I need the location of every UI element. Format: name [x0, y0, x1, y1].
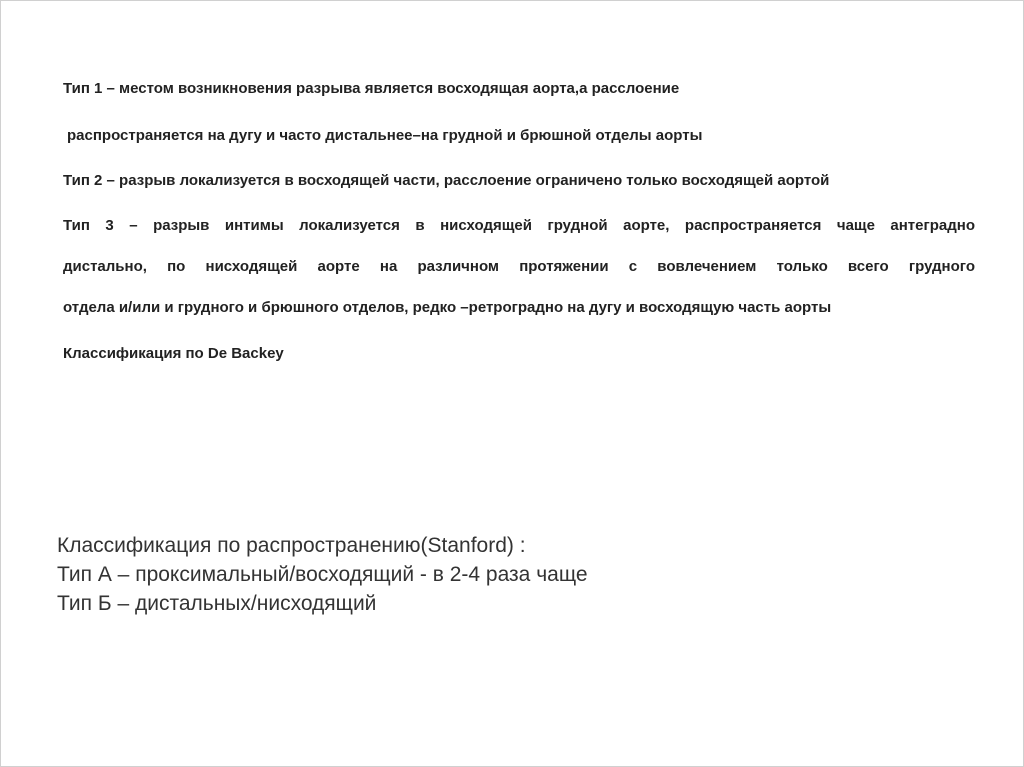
debakey-type3-line2: дистально, по нисходящей аорте на различном протяжении с вовлечением только всего грудного	[63, 258, 975, 275]
debakey-type3-line1: Тип 3 – разрыв интимы локализуется в нисходящей грудной аорте, распространяется чаще антеградно	[63, 217, 975, 234]
stanford-type-a: Тип А – проксимальный/восходящий - в 2-4 раза чаще	[57, 563, 588, 586]
stanford-classification-block	[57, 531, 588, 618]
debakey-type2: Тип 2 – разрыв локализуется в восходящей части, расслоение ограничено только восходящей аортой	[63, 172, 830, 189]
debakey-type3-line3: отдела и/или и грудного и брюшного отделов, редко –ретроградно на дугу и восходящую часть аорты	[63, 299, 832, 316]
stanford-title: Классификация по распространению(Stanford) :	[57, 534, 526, 557]
debakey-type1-line2: распространяется на дугу и часто дистальнее–на грудной и брюшной отделы аорты	[67, 127, 703, 144]
stanford-type-b: Тип Б – дистальных/нисходящий	[57, 592, 377, 615]
debakey-type3-paragraph	[63, 216, 975, 277]
debakey-type1-line1: Тип 1 – местом возникновения разрыва является восходящая аорта,а расслоение	[63, 80, 680, 97]
debakey-title: Классификация по De Backey	[63, 345, 284, 362]
